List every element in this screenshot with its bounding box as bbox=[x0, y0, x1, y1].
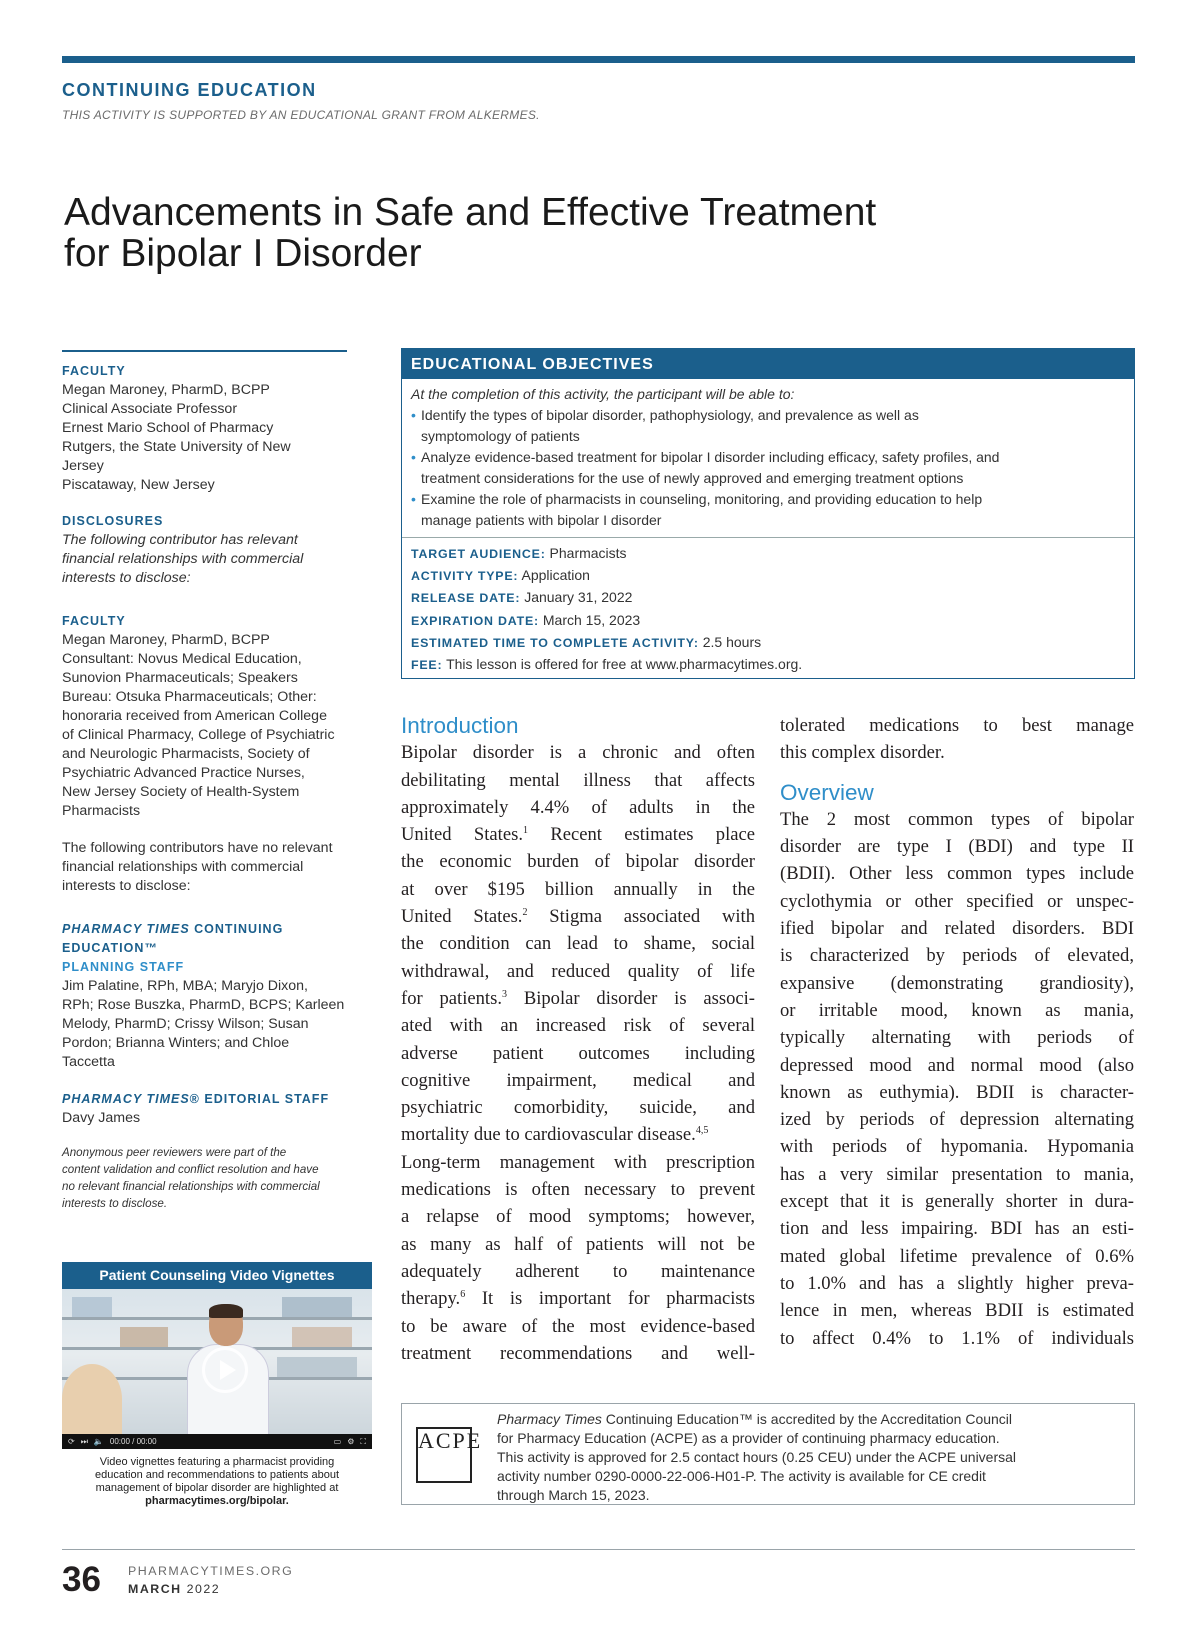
text-line: New Jersey Society of Health-System bbox=[62, 784, 300, 800]
article-column-left bbox=[401, 712, 755, 1367]
text-line: Jersey bbox=[62, 458, 104, 474]
text-line: Examine the role of pharmacists in counseling, monitoring, and providing education to help bbox=[421, 491, 983, 507]
text-line: ified bipolar and related disorders. BDI bbox=[780, 918, 1134, 940]
text-line: Taccetta bbox=[62, 1054, 115, 1070]
text-line: The following contributors have no relevant bbox=[62, 840, 333, 856]
text-line: a relapse of mood symptoms; however, bbox=[401, 1206, 755, 1228]
text-line: with periods of hypomania. Hypomania bbox=[780, 1136, 1134, 1158]
text-line: Consultant: Novus Medical Education, bbox=[62, 651, 302, 667]
text-line: (BDII). Other less common types include bbox=[780, 863, 1134, 885]
text-line bbox=[401, 1121, 755, 1148]
text-line: depressed mood and normal mood (also bbox=[780, 1054, 1134, 1076]
text-line: Piscataway, New Jersey bbox=[62, 477, 215, 493]
text-line: psychiatric comorbidity, suicide, and bbox=[401, 1097, 755, 1119]
grant-note: THIS ACTIVITY IS SUPPORTED BY AN EDUCATIONAL GRANT FROM ALKERMES. bbox=[62, 108, 540, 122]
acpe-statement bbox=[497, 1410, 1122, 1505]
text-line: tolerated medications to best manage bbox=[780, 715, 1134, 736]
text-line: disorder are type I (BDI) and type II bbox=[780, 836, 1134, 858]
peer-review-note bbox=[62, 1144, 367, 1212]
shelf-products bbox=[277, 1357, 357, 1377]
article-title-line: for Bipolar I Disorder bbox=[64, 232, 422, 275]
text-segment: United States. bbox=[401, 906, 523, 928]
text-segment: Bipolar disorder is associ- bbox=[523, 987, 755, 1009]
text-line: activity number 0290-0000-22-006-H01-P. The activity is available for CE credit bbox=[497, 1468, 986, 1484]
text-line: medications is often necessary to prevent bbox=[401, 1179, 755, 1201]
pt-ce-heading bbox=[62, 920, 367, 939]
shelf-products bbox=[282, 1297, 352, 1317]
text-line: manage patients with bipolar I disorder bbox=[421, 512, 662, 528]
text-segment: Continuing Education™ is accredited by the Accreditation Council bbox=[601, 1411, 1013, 1427]
shelf-products bbox=[120, 1327, 168, 1347]
text-line: treatment considerations for the use of newly approved and emerging treatment options bbox=[421, 470, 964, 486]
video-player[interactable] bbox=[62, 1262, 372, 1449]
text-line: Pharmacists bbox=[62, 803, 141, 819]
detail-key: ESTIMATED TIME TO COMPLETE ACTIVITY: bbox=[411, 635, 699, 650]
faculty-sidebar bbox=[62, 362, 367, 1212]
bullet-icon: • bbox=[411, 491, 416, 507]
detail-row bbox=[411, 610, 1125, 632]
disclosures-text bbox=[62, 531, 367, 588]
text-line: the economic burden of bipolar disorder bbox=[401, 851, 755, 873]
objective-item bbox=[411, 447, 1125, 489]
text-line: financial relationships with commercial bbox=[62, 551, 304, 567]
text-line: Pordon; Brianna Winters; and Chloe bbox=[62, 1035, 290, 1051]
text-line: approximately 4.4% of adults in the bbox=[401, 796, 755, 818]
faculty-info bbox=[62, 381, 367, 495]
faculty-disclosure-text bbox=[62, 631, 367, 821]
bullet-icon: • bbox=[411, 449, 416, 465]
pt-ce-heading-line2: EDUCATION™ bbox=[62, 941, 158, 955]
text-segment: Pharmacy Times bbox=[497, 1411, 602, 1427]
overview-heading: Overview bbox=[780, 779, 874, 805]
text-line: cyclothymia or other specified or unspec- bbox=[780, 890, 1134, 912]
fullscreen-icon[interactable]: ⛶ bbox=[360, 1436, 366, 1446]
footer-site: PHARMACYTIMES.ORG bbox=[128, 1564, 294, 1578]
text-line: and Neurologic Pharmacists, Society of bbox=[62, 746, 310, 762]
text-segment: Stigma associated with bbox=[549, 906, 755, 928]
text-line: interests to disclose: bbox=[62, 570, 191, 586]
text-line: to be aware of the most evidence-based bbox=[401, 1315, 755, 1337]
sidebar-rule bbox=[62, 350, 347, 352]
text-line: except that it is generally shorter in dura- bbox=[780, 1191, 1134, 1213]
text-line: Jim Palatine, RPh, MBA; Maryjo Dixon, bbox=[62, 978, 308, 994]
text-line: interests to disclose. bbox=[62, 1197, 168, 1210]
text-line: Ernest Mario School of Pharmacy bbox=[62, 420, 274, 436]
objective-item bbox=[411, 405, 1125, 447]
text-line: as many as half of patients will not be bbox=[401, 1233, 755, 1255]
text-line: Video vignettes featuring a pharmacist providing bbox=[99, 1456, 335, 1468]
detail-value: March 15, 2023 bbox=[539, 611, 641, 628]
video-controls bbox=[62, 1434, 372, 1449]
footer-year: 2022 bbox=[186, 1582, 221, 1596]
text-line: has a very similar presentation to mania, bbox=[780, 1163, 1134, 1185]
text-line: through March 15, 2023. bbox=[497, 1487, 650, 1503]
text-line: interests to disclose: bbox=[62, 878, 191, 894]
planning-staff-heading: PLANNING STAFF bbox=[62, 960, 185, 974]
text-line bbox=[401, 985, 755, 1012]
text-line: management of bipolar disorder are highlighted at bbox=[95, 1482, 339, 1494]
bullet-icon: • bbox=[411, 407, 416, 423]
video-link[interactable]: pharmacytimes.org/bipolar. bbox=[145, 1495, 289, 1507]
text-line: ized by periods of depression alternating bbox=[780, 1109, 1134, 1131]
text-segment: United States. bbox=[401, 824, 523, 846]
detail-row bbox=[411, 587, 1125, 609]
text-line bbox=[401, 1285, 755, 1312]
heading-rest: ® EDITORIAL STAFF bbox=[189, 1092, 330, 1106]
text-line: mated global lifetime prevalence of 0.6% bbox=[780, 1245, 1134, 1267]
editorial-staff-name: Davy James bbox=[62, 1110, 141, 1126]
video-title: Patient Counseling Video Vignettes bbox=[62, 1262, 372, 1289]
article-title-line: Advancements in Safe and Effective Treatment bbox=[64, 191, 877, 234]
text-line: or irritable mood, known as mania, bbox=[780, 999, 1134, 1021]
text-segment: It is important for pharmacists bbox=[481, 1288, 755, 1310]
video-caption bbox=[62, 1456, 372, 1508]
detail-key: ACTIVITY TYPE: bbox=[411, 569, 519, 584]
skip-icon[interactable]: ⏭ bbox=[80, 1436, 88, 1446]
text-line: treatment recommendations and well- bbox=[401, 1342, 755, 1364]
volume-icon[interactable]: 🔈 bbox=[93, 1437, 104, 1446]
shelf-products bbox=[292, 1327, 352, 1347]
detail-value: January 31, 2022 bbox=[520, 589, 633, 606]
detail-row bbox=[411, 543, 1125, 565]
detail-value: Application bbox=[518, 567, 590, 584]
footer-issue-date bbox=[128, 1582, 220, 1596]
text-line: Analyze evidence-based treatment for bipolar I disorder including efficacy, safety profiles, and bbox=[421, 449, 1000, 465]
text-line: Rutgers, the State University of New bbox=[62, 439, 291, 455]
text-line: Bipolar disorder is a chronic and often bbox=[401, 742, 755, 764]
detail-row bbox=[411, 654, 1125, 676]
text-line: Psychiatric Advanced Practice Nurses, bbox=[62, 765, 305, 781]
faculty-heading: FACULTY bbox=[62, 364, 126, 378]
video-time: 00:00 / 00:00 bbox=[109, 1437, 157, 1446]
text-segment: for patients. bbox=[401, 987, 502, 1009]
text-line bbox=[401, 903, 755, 930]
text-line: Sunovion Pharmaceuticals; Speakers bbox=[62, 670, 298, 686]
detail-row bbox=[411, 632, 1125, 654]
footer-rule bbox=[62, 1549, 1135, 1550]
text-line: Long-term management with prescription bbox=[401, 1151, 755, 1173]
top-rule bbox=[62, 56, 1135, 63]
detail-value: Pharmacists bbox=[545, 545, 627, 561]
page-number: 36 bbox=[62, 1560, 101, 1599]
text-line: Melody, PharmD; Crissy Wilson; Susan bbox=[62, 1016, 309, 1032]
text-line: Anonymous peer reviewers were part of the bbox=[62, 1146, 287, 1159]
reference-mark: 1 bbox=[523, 825, 528, 836]
text-line: This activity is approved for 2.5 contact hours (0.25 CEU) under the ACPE universal bbox=[497, 1449, 1017, 1465]
acpe-logo bbox=[416, 1427, 483, 1483]
text-line: adequately adherent to maintenance bbox=[401, 1260, 755, 1282]
text-line: The following contributor has relevant bbox=[62, 532, 298, 548]
text-line: ated with an increased risk of several bbox=[401, 1015, 755, 1037]
text-line bbox=[401, 821, 755, 848]
objectives-intro: At the completion of this activity, the participant will be able to: bbox=[411, 386, 795, 402]
text-line: to affect 0.4% to 1.1% of individuals bbox=[780, 1327, 1134, 1349]
text-line: Identify the types of bipolar disorder, pathophysiology, and prevalence as well as bbox=[421, 407, 919, 423]
text-line: is characterized by periods of elevated, bbox=[780, 945, 1134, 967]
text-line: Clinical Associate Professor bbox=[62, 401, 238, 417]
text-line: lence in men, whereas BDII is estimated bbox=[780, 1300, 1134, 1322]
text-line: this complex disorder. bbox=[780, 742, 945, 764]
text-line: symptomology of patients bbox=[421, 428, 580, 444]
detail-value: 2.5 hours bbox=[698, 633, 762, 650]
editorial-staff-heading bbox=[62, 1090, 367, 1109]
patient-figure bbox=[62, 1364, 122, 1434]
logo-text: ACPE bbox=[418, 1428, 483, 1453]
text-line: typically alternating with periods of bbox=[780, 1027, 1134, 1049]
heading-rest: CONTINUING bbox=[189, 922, 284, 936]
text-line: for Pharmacy Education (ACPE) as a provider of continuing pharmacy education. bbox=[497, 1430, 1000, 1446]
detail-key: RELEASE DATE: bbox=[411, 591, 521, 606]
text-line bbox=[497, 1410, 1122, 1429]
introduction-heading: Introduction bbox=[401, 713, 519, 738]
captions-icon[interactable]: ▭ bbox=[333, 1437, 342, 1446]
text-line: of Clinical Pharmacy, College of Psychiatric bbox=[62, 727, 335, 743]
text-line: at over $195 billion annually in the bbox=[401, 878, 755, 900]
text-line: honoraria received from American College bbox=[62, 708, 327, 724]
text-line: education and recommendations to patients about bbox=[95, 1469, 339, 1481]
text-segment: therapy. bbox=[401, 1288, 461, 1310]
objectives-heading: EDUCATIONAL OBJECTIVES bbox=[402, 349, 1134, 379]
text-line: Bureau: Otsuka Pharmaceuticals; Other: bbox=[62, 689, 317, 705]
activity-details bbox=[402, 538, 1134, 676]
text-line: to 1.0% and has a slightly higher preva- bbox=[780, 1272, 1134, 1294]
text-line: adverse patient outcomes including bbox=[401, 1042, 755, 1064]
text-line: RPh; Rose Buszka, PharmD, BCPS; Karleen bbox=[62, 997, 345, 1013]
objective-item bbox=[411, 489, 1125, 531]
detail-key: TARGET AUDIENCE: bbox=[411, 547, 546, 561]
text-line: tion and less impairing. BDI has an esti- bbox=[780, 1218, 1134, 1240]
footer-month: MARCH bbox=[128, 1582, 182, 1596]
text-line: expansive (demonstrating grandiosity), bbox=[780, 972, 1134, 994]
objectives-list bbox=[411, 405, 1125, 531]
text-line: withdrawal, and reduced quality of life bbox=[401, 960, 755, 982]
text-line: Megan Maroney, PharmD, BCPP bbox=[62, 632, 270, 648]
shelf-products bbox=[72, 1297, 112, 1317]
text-line: known as euthymia). BDII is character- bbox=[780, 1081, 1134, 1103]
text-segment: Recent estimates place bbox=[550, 824, 755, 846]
reference-mark: 2 bbox=[522, 906, 528, 918]
detail-value: This lesson is offered for free at www.pharmacytimes.org. bbox=[442, 656, 803, 673]
heading-italic: PHARMACY TIMES bbox=[62, 922, 190, 936]
detail-key: FEE: bbox=[411, 658, 443, 673]
text-segment: mortality due to cardiovascular disease. bbox=[401, 1124, 696, 1146]
text-line: Megan Maroney, PharmD, BCPP bbox=[62, 382, 270, 398]
reference-mark: 6 bbox=[460, 1289, 466, 1301]
text-line: The 2 most common types of bipolar bbox=[780, 808, 1134, 830]
disclosures-heading: DISCLOSURES bbox=[62, 514, 164, 528]
replay-icon[interactable]: ⟳ bbox=[68, 1437, 75, 1446]
text-line: the condition can lead to shame, social bbox=[401, 933, 755, 955]
no-relevant-text bbox=[62, 839, 367, 896]
text-line: debilitating mental illness that affects bbox=[401, 769, 755, 791]
text-line: no relevant financial relationships with commercial bbox=[62, 1180, 320, 1193]
text-line: content validation and conflict resolution and have bbox=[62, 1163, 319, 1176]
planning-staff-text bbox=[62, 977, 367, 1072]
play-icon[interactable] bbox=[202, 1347, 248, 1393]
acpe-accreditation-box bbox=[401, 1403, 1135, 1505]
reference-mark: 3 bbox=[501, 988, 507, 1000]
section-label: CONTINUING EDUCATION bbox=[62, 80, 317, 100]
detail-row bbox=[411, 565, 1125, 587]
detail-key: EXPIRATION DATE: bbox=[411, 613, 539, 628]
text-line: financial relationships with commercial bbox=[62, 859, 304, 875]
text-line: cognitive impairment, medical and bbox=[401, 1069, 755, 1091]
settings-icon[interactable]: ⚙ bbox=[347, 1437, 355, 1446]
heading-italic: PHARMACY TIMES bbox=[62, 1092, 190, 1106]
faculty-disclosure-heading: FACULTY bbox=[62, 614, 126, 628]
educational-objectives-box bbox=[401, 348, 1135, 679]
objectives-body bbox=[402, 379, 1134, 538]
reference-mark: 4,5 bbox=[695, 1125, 709, 1137]
article-column-right bbox=[780, 712, 1134, 1352]
video-frame[interactable] bbox=[62, 1289, 372, 1434]
article-title bbox=[64, 192, 876, 274]
